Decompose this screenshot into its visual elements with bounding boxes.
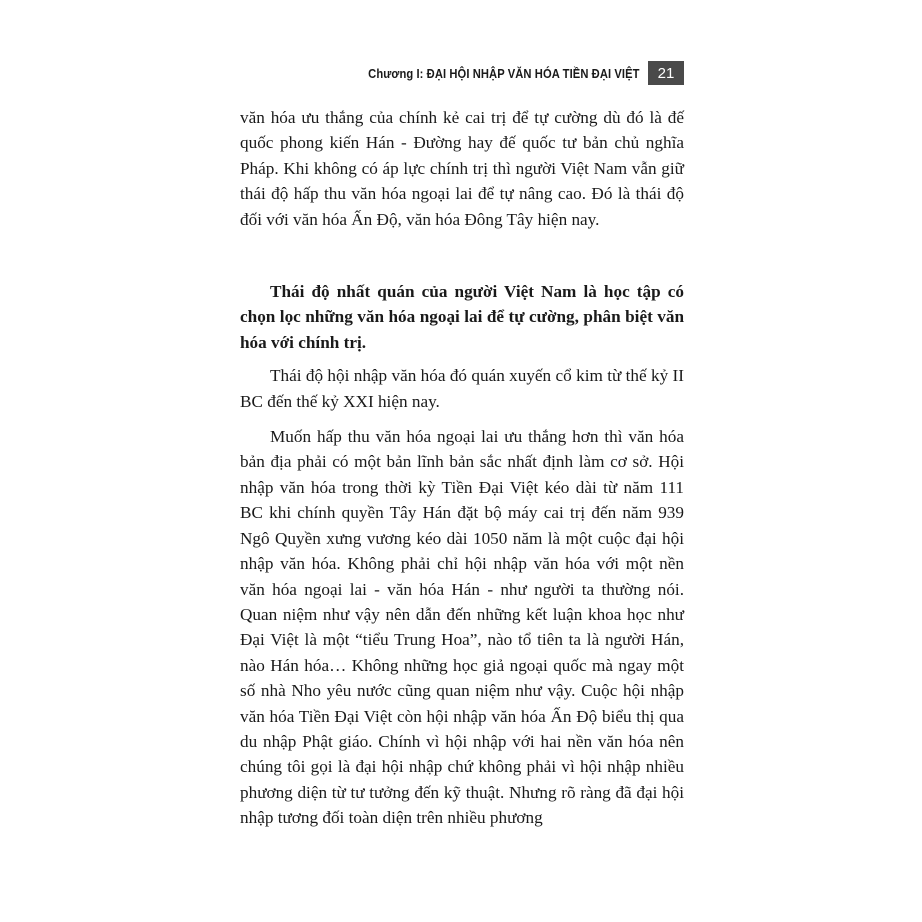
chapter-title: Chương I: ĐẠI HỘI NHẬP VĂN HÓA TIỀN ĐẠI VIỆT bbox=[368, 65, 640, 81]
bold-thesis-paragraph: Thái độ nhất quán của người Việt Nam là học tập có chọn lọc những văn hóa ngoại lai để tự cường, phân biệt văn hóa với chính trị. bbox=[240, 282, 684, 352]
paragraph: Thái độ hội nhập văn hóa đó quán xuyến cổ kim từ thế kỷ II BC đến thế kỷ XXI hiện nay. bbox=[240, 366, 684, 411]
page-number: 21 bbox=[648, 61, 684, 85]
page-body bbox=[240, 105, 684, 841]
paragraph: Muốn hấp thu văn hóa ngoại lai ưu thắng hơn thì văn hóa bản địa phải có một bản lĩnh bản sắc nhất định làm cơ sở. Hội nhập văn hóa trong thời kỳ Tiền Đại Việt kéo dài từ năm 111 BC khi chính quyền Tây Hán đặt bộ máy cai trị đến năm 939 Ngô Quyền xưng vương kéo dài 1050 năm là một cuộc đại hội nhập văn hóa. Không phải chỉ hội nhập văn hóa với một nền văn hóa ngoại lai - văn hóa Hán - như người ta thường nói. Quan niệm như vậy nên dẫn đến những kết luận khoa học như Đại Việt là một “tiểu Trung Hoa”, nào tổ tiên ta là người Hán, nào Hán hóa… Không những học giả ngoại quốc mà ngay một số nhà Nho yêu nước cũng quan niệm như vậy. Cuộc hội nhập văn hóa Tiền Đại Việt còn hội nhập văn hóa Ấn Độ biểu thị qua du nhập Phật giáo. Chính vì hội nhập với hai nền văn hóa nên chúng tôi gọi là đại hội nhập chứ không phải vì hội nhập nhiều phương diện từ tư tưởng đến kỹ thuật. Nhưng rõ ràng đã đại hội nhập tương đối toàn diện trên nhiều phương bbox=[240, 427, 684, 828]
paragraph-continued: văn hóa ưu thắng của chính kẻ cai trị để tự cường dù đó là đế quốc phong kiến Hán - Đường hay đế quốc tư bản chủ nghĩa Pháp. Khi không có áp lực chính trị thì người Việt Nam vẫn giữ thái độ hấp thu văn hóa ngoại lai để tự nâng cao. Đó là thái độ đối với văn hóa Ấn Độ, văn hóa Đông Tây hiện nay. bbox=[240, 108, 684, 229]
running-header bbox=[240, 60, 684, 86]
